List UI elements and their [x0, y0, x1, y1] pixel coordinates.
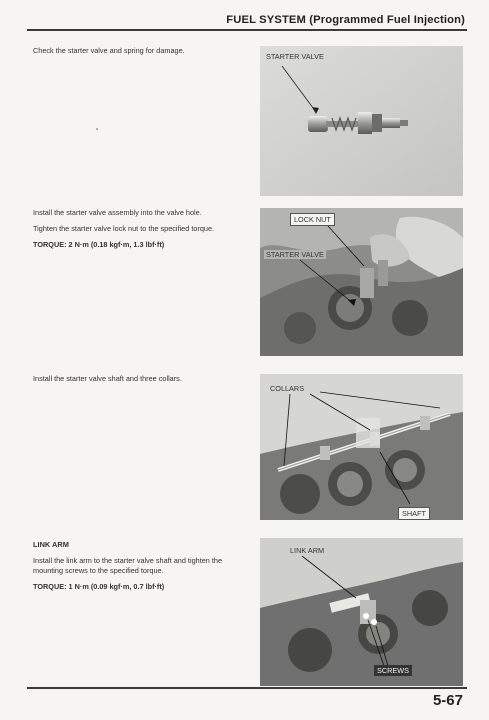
callout-starter-valve: STARTER VALVE — [266, 52, 324, 61]
footer-rule — [27, 687, 467, 689]
section-1-text — [33, 46, 251, 62]
page-header-title: FUEL SYSTEM (Programmed Fuel Injection) — [226, 14, 465, 26]
section-2-torque: TORQUE: 2 N·m (0.18 kgf·m, 1.3 lbf·ft) — [33, 240, 165, 249]
section-2-text — [33, 208, 251, 256]
callout-starter-valve-2: STARTER VALVE — [266, 250, 324, 259]
section-4-heading: LINK ARM — [33, 540, 69, 549]
section-2-paragraph-1: Install the starter valve assembly into the valve hole. — [33, 208, 202, 217]
section-4-text — [33, 540, 251, 598]
section-4-torque: TORQUE: 1 N·m (0.09 kgf·m, 0.7 lbf·ft) — [33, 582, 165, 591]
link-arm-photo — [260, 538, 463, 686]
lock-nut-photo — [260, 208, 463, 356]
section-1-paragraph: Check the starter valve and spring for damage. — [33, 46, 185, 55]
header-rule — [27, 29, 467, 31]
callout-collars: COLLARS — [270, 384, 305, 393]
section-3-text — [33, 374, 251, 390]
section-4-paragraph: Install the link arm to the starter valve shaft and tighten the mounting screws to the specified torque. — [33, 556, 223, 575]
starter-valve-photo — [260, 46, 463, 196]
callout-shaft: SHAFT — [398, 507, 430, 520]
page-number: 5-67 — [432, 692, 463, 709]
section-3-paragraph: Install the starter valve shaft and three collars. — [33, 374, 182, 383]
callout-screws: SCREWS — [374, 665, 412, 676]
print-speck — [96, 128, 98, 130]
callout-link-arm: LINK ARM — [290, 546, 325, 555]
callout-lock-nut: LOCK NUT — [290, 213, 335, 226]
shaft-collars-photo — [260, 374, 463, 520]
section-2-paragraph-2: Tighten the starter valve lock nut to the specified torque. — [33, 224, 215, 233]
